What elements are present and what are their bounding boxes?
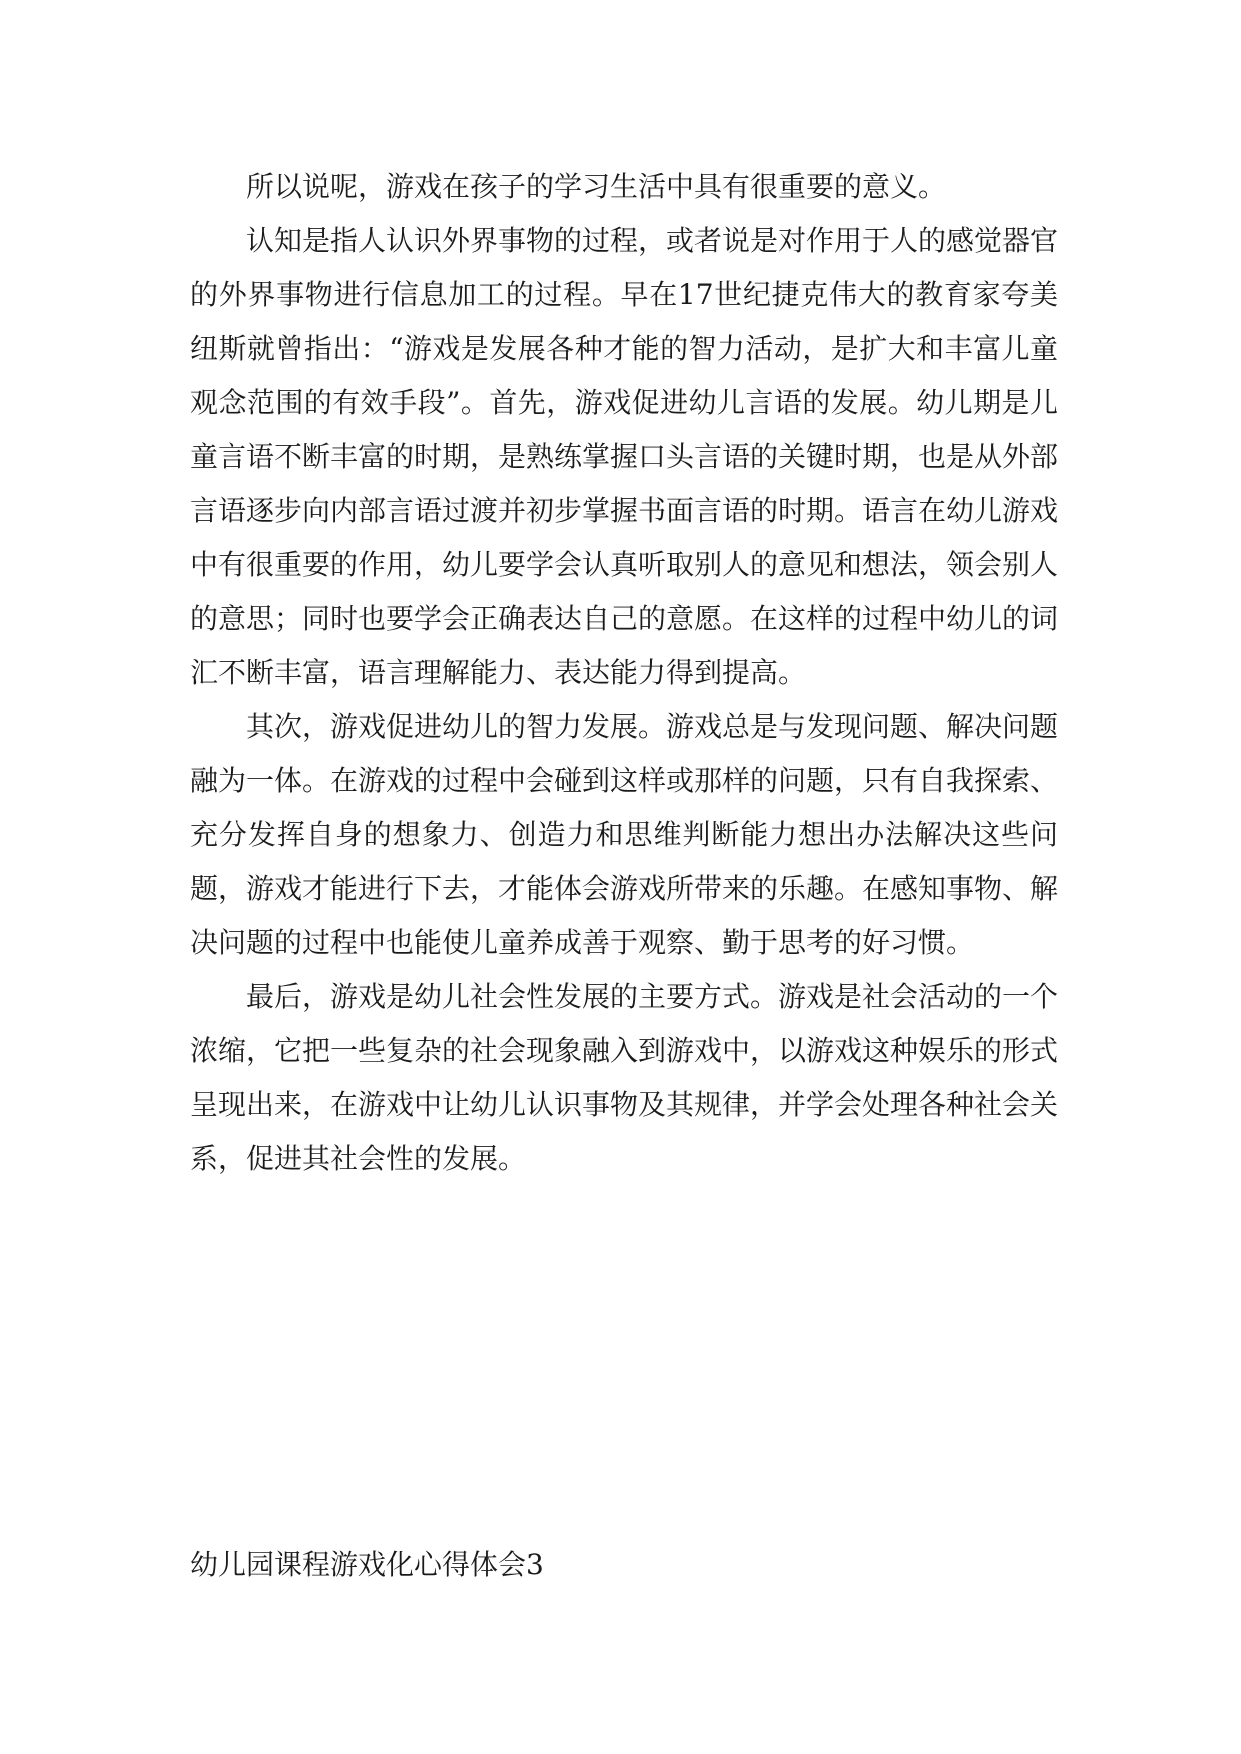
section-heading: 幼儿园课程游戏化心得体会3 xyxy=(190,1548,544,1581)
paragraph: 认知是指人认识外界事物的过程，或者说是对作用于人的感觉器官的外界事物进行信息加工的过程。早在17世纪捷克伟大的教育家夸美纽斯就曾指出：“游戏是发展各种才能的智力活动，是扩大和丰富儿童观念范围的有效手段”。首先，游戏促进幼儿言语的发展。幼儿期是儿童言语不断丰富的时期，是熟练掌握口头言语的关键时期，也是从外部言语逐步向内部言语过渡并初步掌握书面言语的时期。语言在幼儿游戏中有很重要的作用，幼儿要学会认真听取别人的意见和想法，领会别人的意思；同时也要学会正确表达自己的意愿。在这样的过程中幼儿的词汇不断丰富，语言理解能力、表达能力得到提高。 xyxy=(190,224,1059,689)
paragraph: 最后，游戏是幼儿社会性发展的主要方式。游戏是社会活动的一个浓缩，它把一些复杂的社会现象融入到游戏中，以游戏这种娱乐的形式呈现出来，在游戏中让幼儿认识事物及其规律，并学会处理各种社会关系，促进其社会性的发展。 xyxy=(190,980,1059,1175)
paragraph: 其次，游戏促进幼儿的智力发展。游戏总是与发现问题、解决问题融为一体。在游戏的过程中会碰到这样或那样的问题，只有自我探索、充分发挥自身的想象力、创造力和思维判断能力想出办法解决这些问题，游戏才能进行下去，才能体会游戏所带来的乐趣。在感知事物、解决问题的过程中也能使儿童养成善于观察、勤于思考的好习惯。 xyxy=(190,710,1059,959)
body-text xyxy=(190,160,1058,1186)
paragraph: 所以说呢，游戏在孩子的学习生活中具有很重要的意义。 xyxy=(246,170,947,203)
